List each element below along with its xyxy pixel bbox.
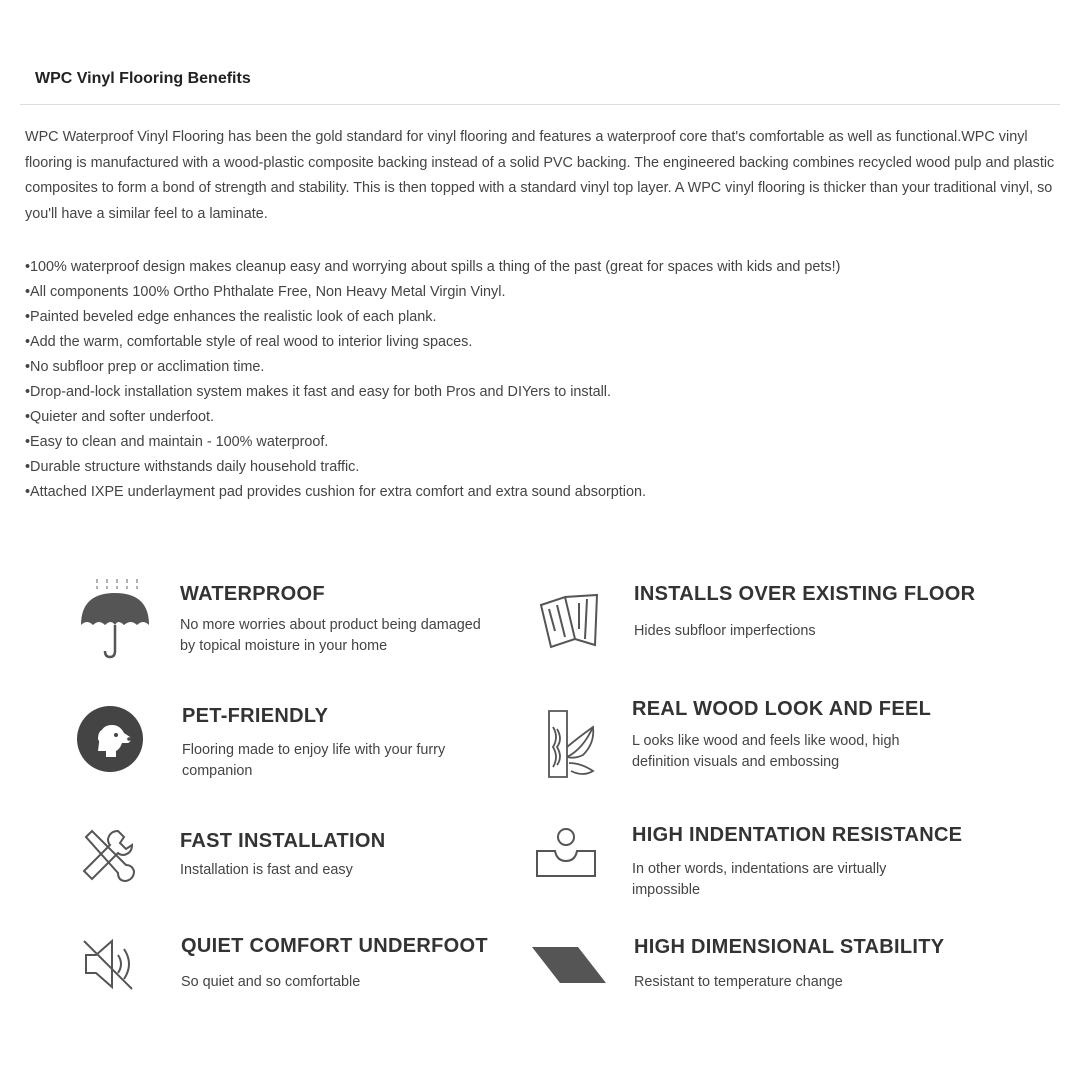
feature-title: HIGH DIMENSIONAL STABILITY [634,936,945,958]
wood-leaf-icon [543,707,603,782]
feature-description: In other words, indentations are virtually impossible [632,861,887,898]
list-item: • 100% waterproof design makes cleanup easy and worrying about spills a thing of the past (great for spaces with kids and pets!) [25,255,1060,280]
benefits-list [25,255,1060,505]
section-divider [20,104,1060,105]
feature-description: So quiet and so comfortable [181,974,361,990]
list-item: • Durable structure withstands daily household traffic. [25,455,1060,480]
feature-description: Resistant to temperature change [634,974,843,990]
floor-planks-icon [535,587,605,652]
dog-icon [76,705,144,773]
feature-description: L ooks like wood and feels like wood, high definition visuals and embossing [632,733,900,770]
list-item: • No subfloor prep or acclimation time. [25,355,1060,380]
feature-description: Installation is fast and easy [180,862,353,878]
list-item: • Painted beveled edge enhances the realistic look of each plank. [25,305,1060,330]
list-item: • Add the warm, comfortable style of real wood to interior living spaces. [25,330,1060,355]
feature-title: QUIET COMFORT UNDERFOOT [181,935,488,957]
tools-icon [78,825,138,885]
feature-title: INSTALLS OVER EXISTING FLOOR [634,583,976,605]
feature-title: REAL WOOD LOOK AND FEEL [632,698,932,720]
list-item: • Drop-and-lock installation system makes it fast and easy for both Pros and DIYers to install. [25,380,1060,405]
feature-description: No more worries about product being damaged by topical moisture in your home [180,617,481,654]
list-item: • Attached IXPE underlayment pad provides cushion for extra comfort and extra sound absorption. [25,480,1060,505]
feature-title: PET-FRIENDLY [182,705,329,727]
list-item: • Easy to clean and maintain - 100% waterproof. [25,430,1060,455]
parallelogram-plank-icon [530,945,608,985]
feature-title: FAST INSTALLATION [180,830,386,852]
feature-description: Flooring made to enjoy life with your furry companion [182,742,446,779]
speaker-mute-icon [80,935,140,993]
indentation-icon [535,825,597,880]
umbrella-rain-icon [77,575,152,660]
list-item: • Quieter and softer underfoot. [25,405,1060,430]
feature-title: HIGH INDENTATION RESISTANCE [632,824,963,846]
list-item: • All components 100% Ortho Phthalate Free, Non Heavy Metal Virgin Vinyl. [25,280,1060,305]
intro-paragraph: WPC Waterproof Vinyl Flooring has been the gold standard for vinyl flooring and features a waterproof core that's comfortable as well as functional.WPC vinyl flooring is manufactured with a wood-plastic composite backing instead of a solid PVC backing. The engineered backing combines recycled wood pulp and plastic composites to form a bond of strength and stability. This is then topped with a standard vinyl top layer. A WPC vinyl flooring is thicker than your traditional vinyl, so you'll have a similar feel to a laminate. [25,129,1055,222]
feature-description: Hides subfloor imperfections [634,623,816,639]
section-title: WPC Vinyl Flooring Benefits [35,70,251,87]
feature-title: WATERPROOF [180,583,325,605]
